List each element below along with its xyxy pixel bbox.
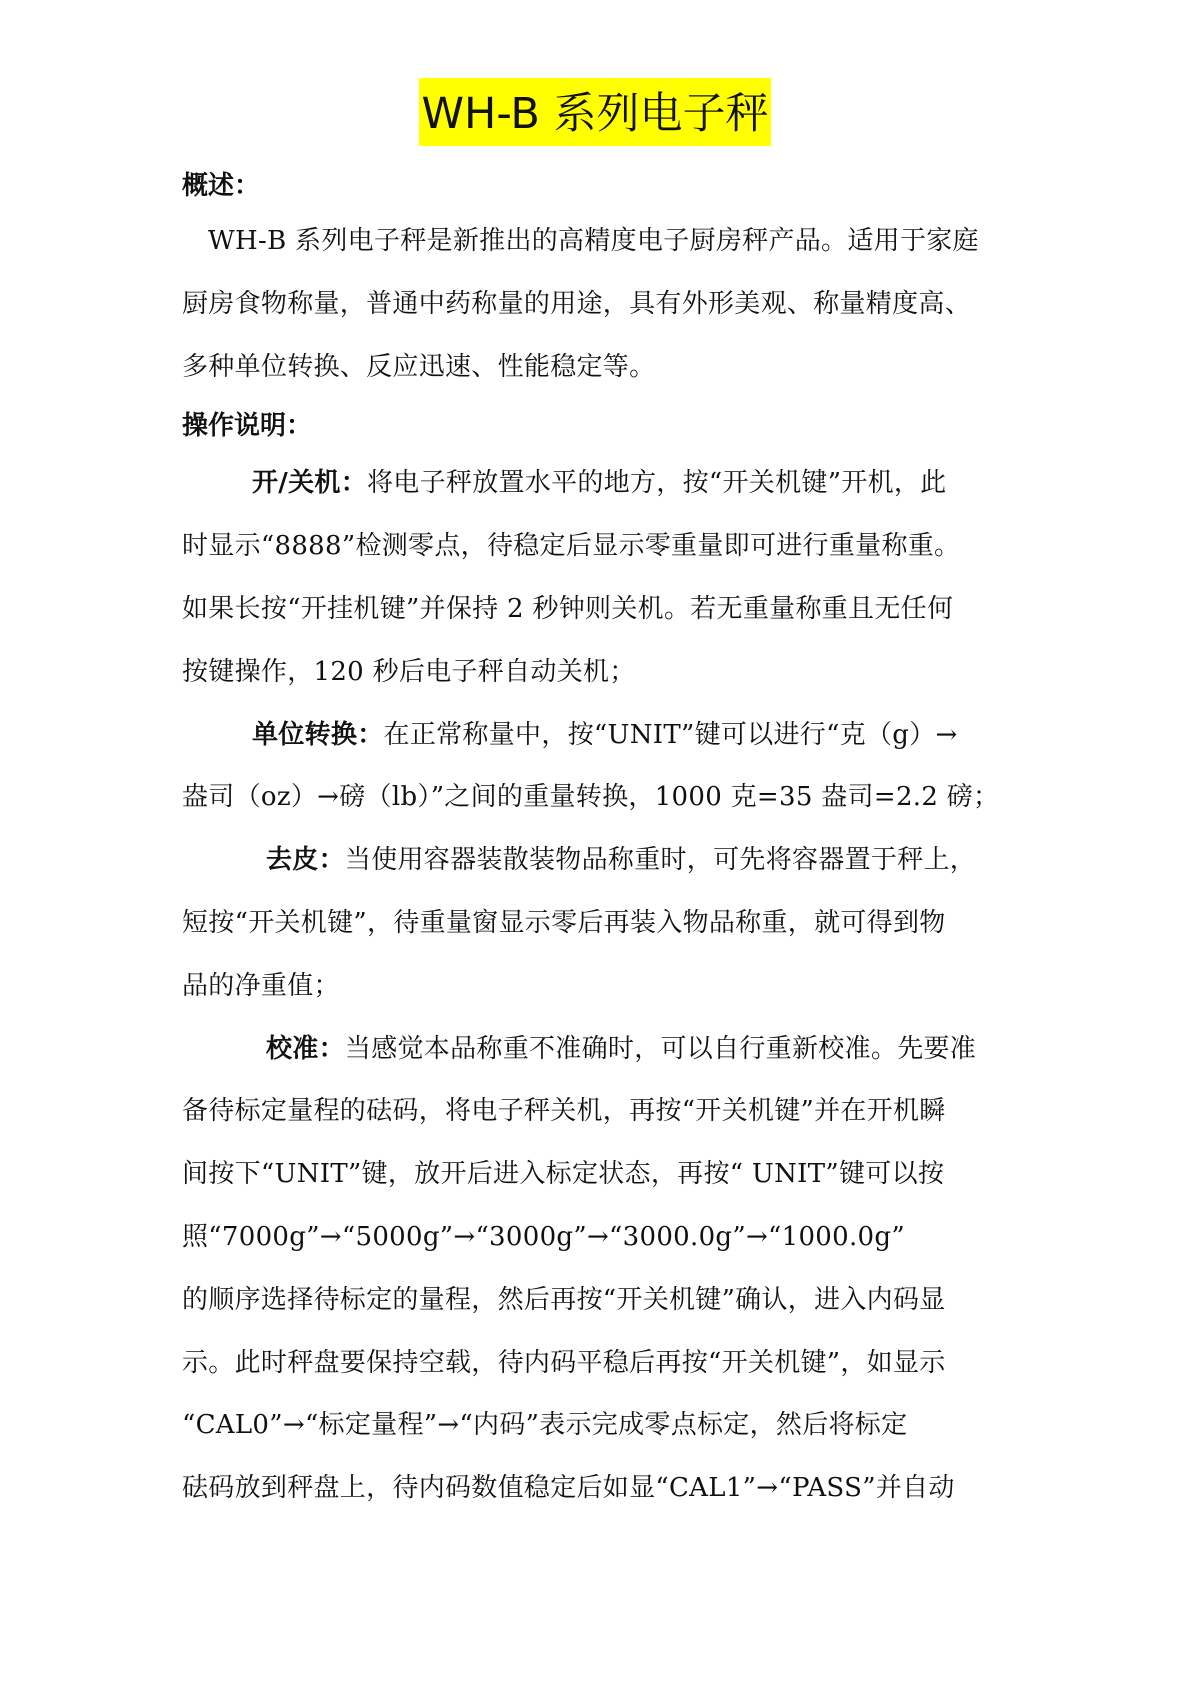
calibration-line: 砝码放到秤盘上，待内码数值稳定后如显“CAL1”→“PASS”并自动	[182, 1473, 955, 1504]
power-line: 如果长按“开挂机键”并保持 2 秒钟则关机。若无重量称重且无任何	[182, 593, 954, 624]
overview-line: WH-B 系列电子秤是新推出的高精度电子厨房秤产品。适用于家庭	[208, 226, 979, 256]
calibration-line: “CAL0”→“标定量程”→“内码”表示完成零点标定，然后将标定	[182, 1410, 908, 1441]
power-line: 将电子秤放置水平的地方，按“开关机键”开机，此	[367, 468, 947, 499]
overview-line: 多种单位转换、反应迅速、性能稳定等。	[182, 351, 656, 382]
unit-first-line	[182, 704, 1018, 767]
calibration-line: 当感觉本品称重不准确时，可以自行重新校准。先要准	[344, 1033, 977, 1064]
tare-line: 品的净重值；	[182, 970, 340, 1001]
calibration-line: 备待标定量程的砝码，将电子秤关机，再按“开关机键”并在开机瞬	[182, 1096, 946, 1127]
overview-paragraph	[182, 210, 1018, 398]
document-title: WH-B 系列电子秤	[419, 78, 770, 146]
unit-line: 盎司（oz）→磅（lb）”之间的重量转换，1000 克=35 盎司=2.2 磅；	[182, 782, 1000, 813]
title-container	[172, 78, 1018, 150]
document-page	[182, 78, 1018, 1520]
calibration-section	[182, 1018, 1018, 1520]
calibration-line: 示。此时秤盘要保持空载，待内码平稳后再按“开关机键”，如显示	[182, 1347, 946, 1378]
calibration-label: 校准：	[266, 1033, 345, 1064]
unit-line: 在正常称量中，按“UNIT”键可以进行“克（g）→	[383, 719, 958, 750]
unit-section	[182, 704, 1018, 830]
unit-label: 单位转换：	[252, 719, 384, 750]
power-section	[182, 452, 1018, 703]
tare-label: 去皮：	[266, 845, 345, 876]
tare-line: 短按“开关机键”，待重量窗显示零后再装入物品称重，就可得到物	[182, 907, 946, 938]
tare-line: 当使用容器装散装物品称重时，可先将容器置于秤上，	[344, 845, 977, 876]
overview-heading: 概述：	[182, 171, 261, 201]
calibration-first-line	[182, 1018, 1018, 1081]
calibration-line: 照“7000g”→“5000g”→“3000g”→“3000.0g”→“1000.0g”	[182, 1221, 905, 1252]
power-first-line	[182, 452, 1018, 515]
operation-heading: 操作说明：	[182, 411, 313, 442]
power-line: 按键操作，120 秒后电子秤自动关机；	[182, 656, 636, 687]
tare-first-line	[182, 829, 1018, 892]
overview-line: 厨房食物称量，普通中药称量的用途，具有外形美观、称量精度高、	[182, 288, 972, 319]
power-line: 时显示“8888”检测零点，待稳定后显示零重量即可进行重量称重。	[182, 531, 961, 562]
power-label: 开/关机：	[252, 468, 367, 499]
calibration-line: 间按下“UNIT”键，放开后进入标定状态，再按“ UNIT”键可以按	[182, 1159, 945, 1190]
tare-section	[182, 829, 1018, 1017]
calibration-line: 的顺序选择待标定的量程，然后再按“开关机键”确认，进入内码显	[182, 1284, 946, 1315]
